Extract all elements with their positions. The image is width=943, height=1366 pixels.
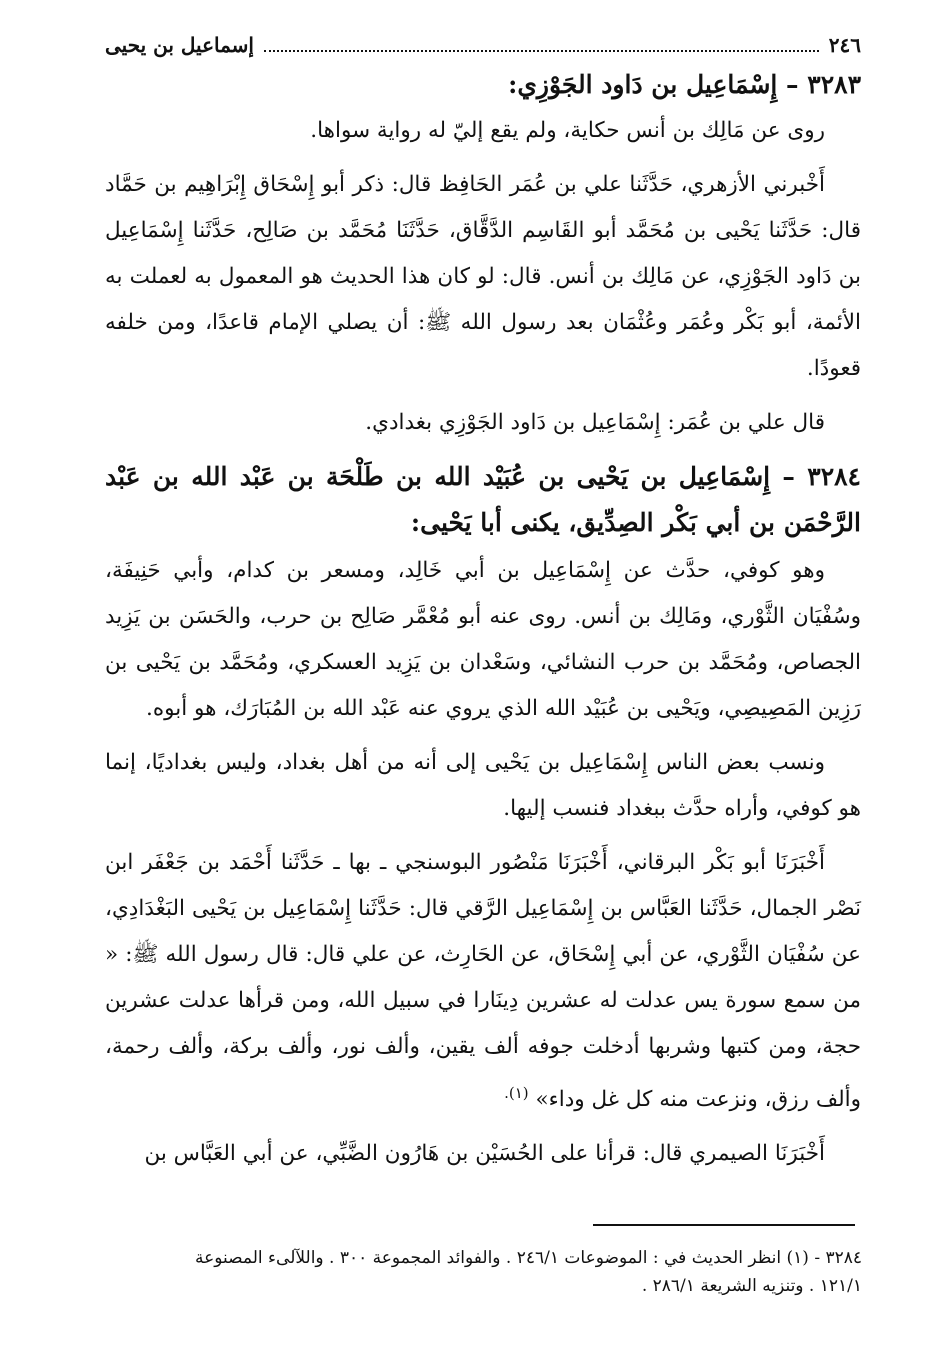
entry-name: إِسْمَاعِيل بن دَاود الجَوْزِي: [508,70,778,99]
entry-separator: – [777,70,799,99]
footnote-line: ٣٢٨٤ - (١) انظر الحديث في : الموضوعات ٢٤٦/١ . والفوائد المجموعة ٣٠٠ . واللآلىء المصنوعة [195,1248,862,1268]
entry-separator: – [770,462,795,491]
entry-paragraph: أَخْبَرَنَا الصيمري قال: قرأنا على الحُسَيْن بن هَارُون الضَّبِّي، عن أبي العَبَّاس بن [144,1141,825,1167]
entry-paragraph [105,840,861,1123]
entry-paragraph: وهو كوفي، حدَّث عن إِسْمَاعِيل بن أبي خَالِد، ومسعر بن كدام، وأبي حَنِيفَة، وسُفْيَان الثَّوْري، ومَالِك بن أنس. روى عنه أبو مُعْمَّر صَالِح بن حرب، والحَسَن بن يَزِيد الجصاص، ومُحَمَّد بن حرب النشائي، وسَعْدان بن يَزِيد العسكري، ومُحَمَّد بن يَحْيى بن رَزِين المَصِيصِي، ويَحْيى بن عُبَيْد الله الذي يروي عنه عَبْد الله بن المُبَارَك، هو أبوه. [105,558,861,721]
entry-number: ٣٢٨٣ [807,70,861,99]
footnote [110,1244,862,1300]
entry-name: إِسْمَاعِيل بن يَحْيى بن عُبَيْد الله بن طَلْحَة بن عَبْد الله بن عَبْد الرَّحْمَن بن أبي بَكْر الصِدِّيق، يكنى أبا يَحْيى: [105,462,861,537]
page-number: ٢٤٦ [828,33,861,57]
entry-paragraph: قال علي بن عُمَر: إِسْمَاعِيل بن دَاود الجَوْزِي بغدادي. [365,410,825,435]
entry-heading [105,62,861,108]
entry-heading [105,454,861,546]
page-body [105,28,861,1177]
entry-number: ٣٢٨٤ [807,462,861,491]
footnote-line: ١٢١/١ . وتنزيه الشريعة ٢٨٦/١ . [641,1276,862,1296]
leader-dots [264,38,819,52]
entry-paragraph: ونسب بعض الناس إِسْمَاعِيل بن يَحْيى إلى أنه من أهل بغداد، وليس بغداديًا، إنما هو كوفي، وأراه حدَّث ببغداد فنسب إليها. [105,750,861,821]
hadith-text: أَخْبَرَنَا أبو بَكْر البرقاني، أَخْبَرَنَا مَنْصُور البوسنجي ـ بها ـ حَدَّثَنا أَحْمَد بن جَعْفَر ابن نَصْر الجمال، حَدَّثَنا العَبَّاس بن إِسْمَاعِيل الرَّقي قال: حَدَّثَنا إِسْمَاعِيل بن يَحْيى البَغْدَادِي، عن سُفْيَان الثَّوْري، عن أبي إِسْحَاق، عن الحَارِث، عن علي قال: قال رسول الله ﷺ: « من سمع سورة يس عدلت له عشرين دِينَارا في سبيل الله، ومن قرأها عدلت عشرين حجة، ومن كتبها وشربها أدخلت جوفه ألف يقين، وألف نور، وألف بركة، وألف رحمة، وألف رزق، ونزعت منه كل غل وداء» [105,850,861,1113]
footnote-marker: (١). [504,1084,529,1102]
running-title: إسماعيل بن يحيى [105,33,254,57]
entry-paragraph: روى عن مَالِك بن أنس حكاية، ولم يقع إليّ له رواية سواها. [310,118,825,143]
footnote-rule [593,1224,855,1226]
entry-paragraph: أَخْبرني الأزهري، حَدَّثَنا علي بن عُمَر الحَافِظ قال: ذكر أبو إِسْحَاق إِبْرَاهِيم بن حَمَّاد قال: حَدَّثَنا يَحْيى بن مُحَمَّد أبو القَاسِم الدَّقَّاق، حَدَّثَنَا مُحَمَّد بن صَالِح، حَدَّثَنا إِسْمَاعِيل بن دَاود الجَوْزِي، عن مَالِك بن أنس. قال: لو كان هذا الحديث هو المعمول به لعملت به الأئمة، أبو بَكْر وعُمَر وعُثْمَان بعد رسول الله ﷺ: أن يصلي الإمام قاعدًا، ومن خلفه قعودًا. [105,172,861,381]
running-head [105,28,861,62]
